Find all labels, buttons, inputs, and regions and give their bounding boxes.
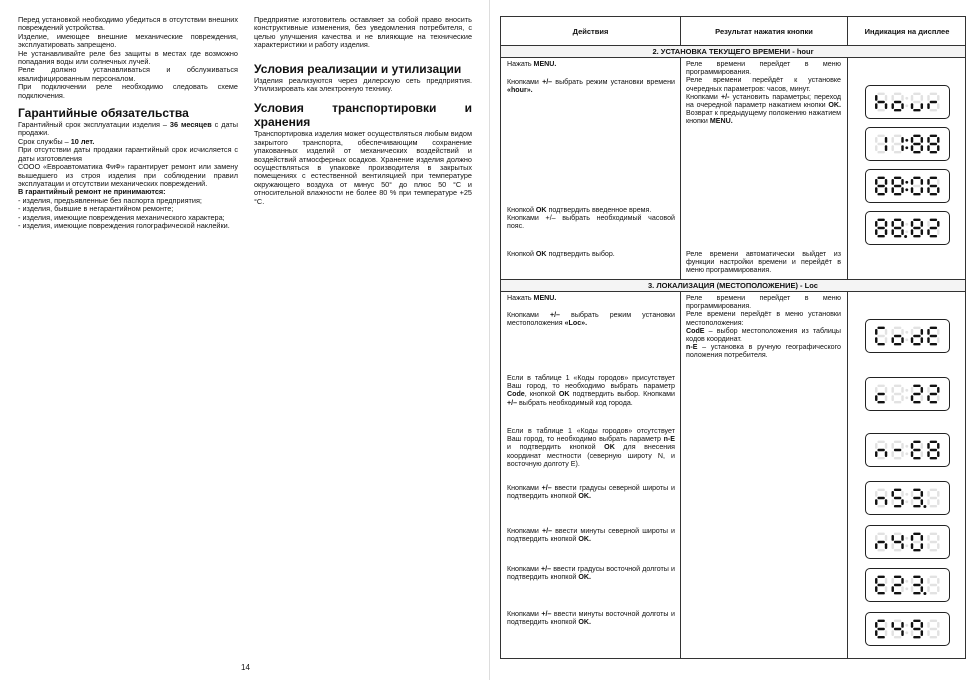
text-span: Если в таблице 1 «Коды городов» отсутствует Ваш город, то необходимо выбрать параметр — [507, 427, 675, 444]
key-plus-minus: +/– — [542, 78, 553, 86]
text-paragraph — [686, 93, 841, 126]
text-span: – установка в ручную географического положения потребителя. — [686, 343, 841, 360]
text-paragraph — [18, 121, 238, 138]
mode-hour: «hour». — [507, 86, 533, 95]
text-paragraph: Изделия реализуются через дилерскую сеть предприятия. Утилизировать как электронную технику. — [254, 75, 472, 94]
text-span: подтвердить выбор. — [546, 250, 615, 258]
warranty-heading: Гарантийные обязательства — [18, 106, 189, 121]
text-span: Кнопками — [507, 527, 542, 535]
param-code: Code — [507, 390, 525, 399]
text-paragraph: СООО «Евроавтоматика ФиФ» гарантирует ремонт или замену вышедшего из строя изделия при соблюдении правил эксплуатации и отсутствии механических повреждений. — [18, 162, 238, 188]
text-span: ввести минуты северной широты и подтвердить кнопкой — [507, 527, 676, 544]
text-span: и подтвердить кнопкой — [507, 443, 605, 452]
key-plus-minus: +/– — [541, 565, 552, 573]
column-divider — [680, 17, 681, 658]
text-span: Кнопками — [686, 92, 722, 101]
text-span: установить параметры; переход на очередной параметр нажатием кнопки — [686, 92, 841, 110]
key-plus-minus: +/– — [541, 484, 552, 492]
text-paragraph: Перед установкой необходимо убедиться в отсутствии внешних повреждений устройства. — [18, 15, 238, 33]
s3-action-ne — [507, 427, 675, 468]
key-ok: OK. — [578, 573, 591, 582]
lcd-display — [865, 85, 950, 119]
text-span: , кнопкой — [524, 390, 559, 399]
s2-action-menu — [507, 60, 675, 68]
key-ok: OK. — [828, 101, 841, 110]
left-column-2 — [254, 16, 472, 206]
text-span: ввести градусы северной широты и подтвердить кнопкой — [507, 484, 675, 501]
header-display: Индикация на дисплее — [864, 26, 950, 36]
param-code: CodE — [686, 326, 705, 335]
warranty-period: 36 месяцев — [169, 120, 212, 130]
key-plus-minus: +/- — [721, 92, 730, 101]
text-span: Срок службы – — [18, 136, 71, 146]
key-plus-minus: +/– — [541, 610, 552, 618]
s3-action-e-degrees — [507, 565, 675, 581]
text-span: выбрать режим установки времени — [552, 78, 676, 86]
text-span: подтвердить введенное время. — [546, 206, 652, 214]
s2-action-timezone: Кнопками +/– выбрать необходимый часовой пояс. — [507, 214, 675, 231]
text-span: Кнопками — [507, 565, 542, 573]
text-span: Кнопками — [507, 78, 543, 86]
s2-action-select — [507, 78, 675, 94]
text-paragraph: Не устанавливайте реле без защиты в местах где возможно попадания воды или солнечных лучей. — [18, 48, 238, 67]
row-divider — [501, 57, 965, 58]
lcd-display — [865, 127, 950, 161]
s3-action-menu — [507, 294, 675, 302]
list-item: - изделия, имеющие повреждения механического характера; — [18, 212, 225, 222]
text-span: Кнопкой — [507, 206, 536, 214]
lcd-display — [865, 319, 950, 353]
lcd-display — [865, 377, 950, 411]
header-actions: Действия — [572, 26, 609, 36]
section-3-title: 3. ЛОКАЛИЗАЦИЯ (МЕСТОПОЛОЖЕНИЕ) - Loc — [501, 280, 965, 291]
list-item: - изделия, бывшие в негарантийном ремонте; — [18, 204, 174, 214]
param-ne: n-E — [663, 435, 675, 444]
s3-result-menu — [686, 294, 841, 360]
text-span: с даты продажи. — [18, 120, 238, 138]
text-paragraph: Реле времени перейдет в меню программирования. — [686, 60, 841, 77]
text-span: ввести градусы восточной долготы и подтвердить кнопкой — [507, 565, 675, 582]
service-life: 10 лет. — [70, 136, 95, 146]
text-span: Кнопками — [507, 311, 550, 319]
left-column-1 — [18, 16, 238, 230]
key-ok: OK. — [578, 535, 591, 544]
s3-action-n-minutes — [507, 527, 675, 543]
list-item: - изделия, имеющие повреждения голографической наклейки. — [18, 220, 230, 230]
list-item: - изделия, предъявленные без паспорта предприятия; — [18, 195, 202, 205]
text-paragraph: Транспортировка изделия может осуществляться любым видом закрытого транспорта, обеспечивающим сохранение упакованных изделий от механических воздействий и воздействий атмосферных осадков. Хранение изделия должно осуществляться в упаковке производителя в закрытых помещениях с естественной вентиляцией при температуре окружающего воздуха от минус 50° до плюс 50 °С и относительной влажности не более 80 % при температуре +25 °С. — [254, 129, 472, 206]
lcd-display — [865, 481, 950, 515]
text-span: Возврат к предыдущему положению нажатием кнопки — [686, 109, 841, 126]
text-span: Если в таблице 1 «Коды городов» присутствует Ваш город, то необходимо выбрать параметр — [507, 374, 675, 391]
text-paragraph — [686, 327, 841, 343]
key-menu: MENU. — [533, 60, 557, 68]
text-paragraph: Реле времени перейдёт в меню установки местоположения: — [686, 310, 841, 327]
s2-action-confirm — [507, 250, 675, 258]
key-ok: OK — [604, 443, 615, 452]
text-span: выбрать режим установки местоположения — [507, 311, 675, 328]
text-span: для внесения координат местности (северную широту N, и восточную долготу E). — [507, 443, 675, 468]
lcd-display — [865, 525, 950, 559]
section-2-title: 2. УСТАНОВКА ТЕКУЩЕГО ВРЕМЕНИ - hour — [501, 46, 965, 57]
key-menu: MENU. — [709, 117, 733, 126]
text-span: Кнопками — [507, 484, 542, 492]
text-span: Кнопкой — [507, 250, 536, 258]
text-span: подтвердить выбор. Кнопками — [569, 390, 675, 399]
text-span: Нажать — [507, 294, 534, 302]
key-ok: OK. — [578, 492, 591, 501]
s3-action-code — [507, 374, 675, 407]
transport-heading: Условия транспортировки и хранения — [254, 101, 472, 130]
lcd-display — [865, 169, 950, 203]
text-span: выбрать необходимый код города. — [517, 398, 633, 407]
text-paragraph: Предприятие изготовитель оставляет за собой право вносить конструктивные изменения, без уведомления потребителя, с целью улучшения качества и не влияющие на технические характеристики и работу изделия. — [254, 15, 472, 50]
key-ok: OK. — [578, 618, 591, 627]
text-paragraph: Изделие, имеющее внешние механические повреждения, эксплуатировать запрещено. — [18, 31, 238, 50]
text-paragraph: В гарантийный ремонт не принимаются: — [18, 187, 166, 197]
settings-table — [500, 16, 966, 659]
key-plus-minus: +/– — [507, 398, 518, 407]
text-span: Нажать — [507, 60, 534, 68]
lcd-display — [865, 211, 950, 245]
text-paragraph: При подключении реле необходимо следовать схеме подключения. — [18, 82, 238, 100]
s2-result-menu — [686, 60, 841, 126]
key-ok: OK — [535, 206, 547, 214]
text-paragraph — [686, 343, 841, 359]
text-span: Гарантийный срок эксплуатации изделия – — [18, 120, 170, 130]
text-span: Кнопками — [507, 610, 542, 618]
key-ok: OK — [535, 250, 547, 258]
key-plus-minus: +/– — [549, 311, 560, 319]
param-ne: n-E — [686, 343, 698, 352]
key-menu: MENU. — [533, 294, 557, 302]
lcd-display — [865, 612, 950, 646]
s2-action-confirm-time — [507, 206, 675, 214]
lcd-display — [865, 568, 950, 602]
s3-action-e-minutes — [507, 610, 675, 626]
text-paragraph: При отсутствии даты продажи гарантийный срок исчисляется с даты изготовления — [18, 145, 238, 163]
mode-loc: «Loc». — [564, 319, 588, 328]
text-span: ввести минуты восточной долготы и подтвердить кнопкой — [507, 610, 675, 627]
text-paragraph: Реле времени перейдет в меню программирования. — [686, 294, 841, 311]
s2-result-exit: Реле времени автоматически выйдет из функции настройки времени и перейдёт в меню программирования. — [686, 250, 841, 275]
key-plus-minus: +/– — [542, 527, 553, 535]
text-paragraph: Реле времени перейдёт к установке очередных параметров: часов, минут. — [686, 76, 841, 93]
row-divider — [501, 291, 965, 292]
text-paragraph: Реле должно устанавливаться и обслуживаться квалифицированным персоналом. — [18, 65, 238, 83]
lcd-display — [865, 433, 950, 467]
text-span: – выбор местоположения из таблицы кодов координат. — [686, 326, 841, 344]
key-ok: OK — [558, 390, 570, 399]
s3-action-n-degrees — [507, 484, 675, 500]
page-number: 14 — [241, 663, 250, 672]
s3-action-select — [507, 311, 675, 327]
sales-heading: Условия реализации и утилизации — [254, 61, 462, 76]
column-divider — [847, 17, 848, 658]
header-result: Результат нажатия кнопки — [715, 26, 813, 36]
